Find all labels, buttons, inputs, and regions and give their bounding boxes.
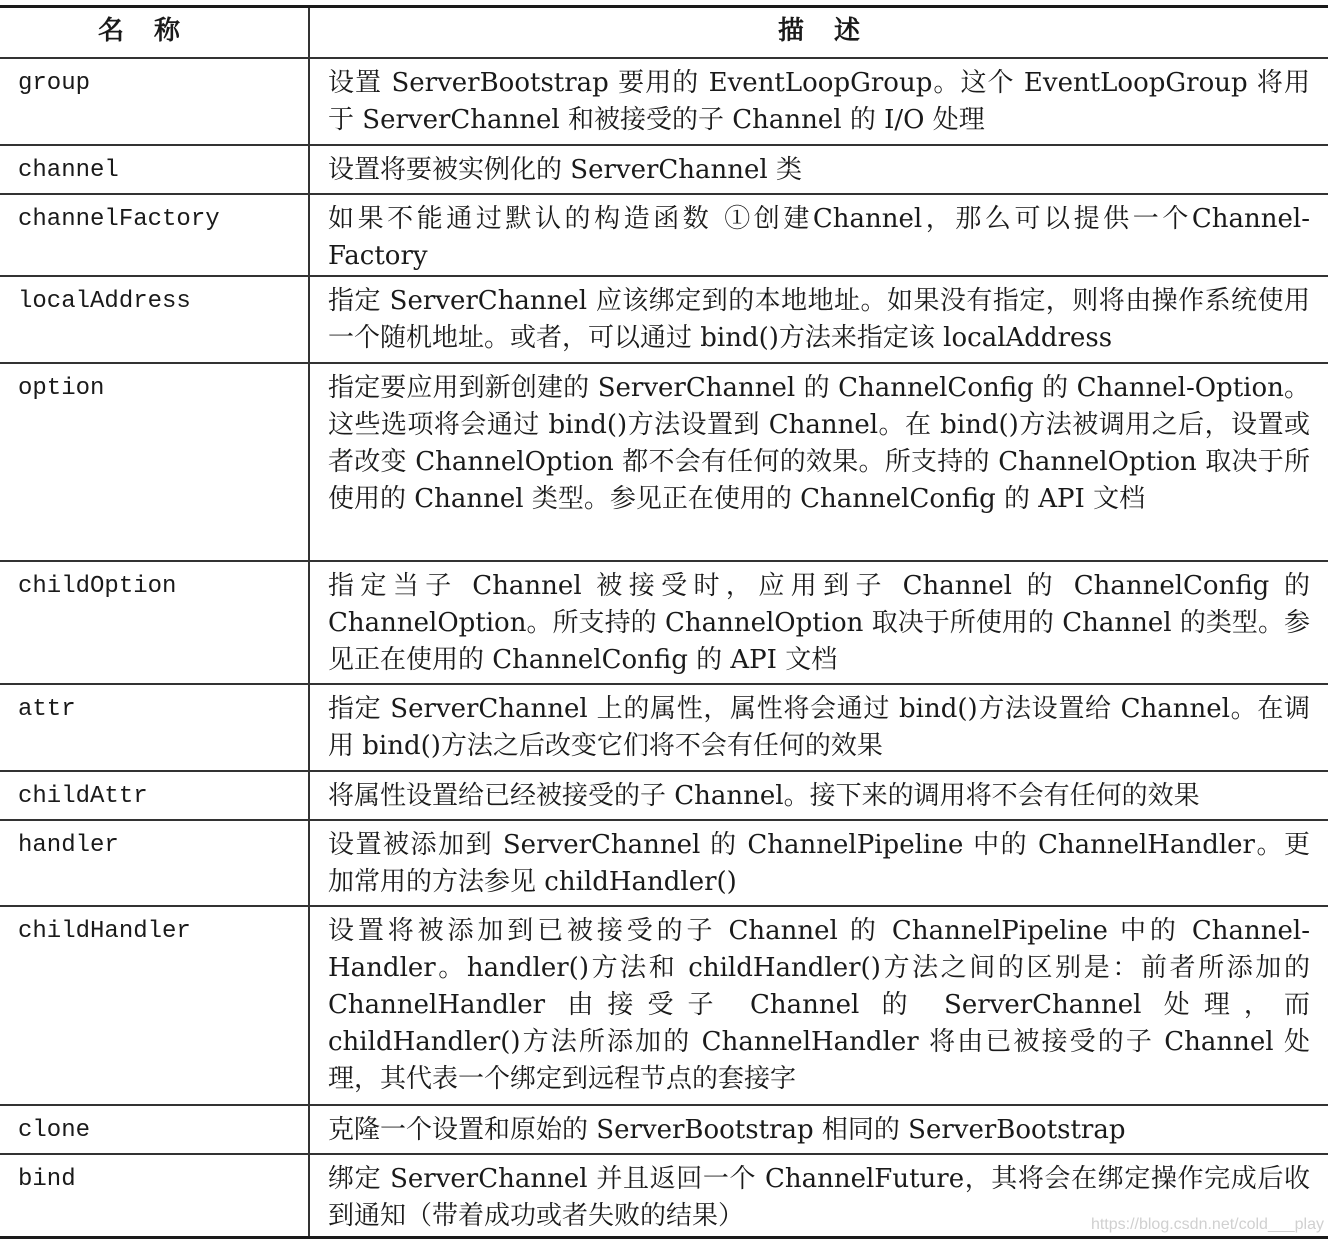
method-description: 克隆一个设置和原始的 ServerBootstrap 相同的 ServerBootstrap: [328, 1115, 1126, 1145]
method-description: 指定要应用到新创建的 ServerChannel 的 ChannelConfig 的 Channel-Option。这些选项将会通过 bind()方法设置到 Channel。在 bind()方法被调用之后，设置或者改变 ChannelOption 都不会有任何的效果。所支持的 ChannelOption 取决于所使用的 Channel 类型。参见正在使用的 ChannelConfig 的 API 文档: [328, 373, 1310, 514]
table-row: [0, 193, 1328, 275]
method-description: 设置将要被实例化的 ServerChannel 类: [328, 155, 802, 185]
header-description: 描述: [777, 16, 890, 46]
table-row: [0, 819, 1328, 905]
table-row: [0, 57, 1328, 144]
method-description: 指定当子 Channel 被接受时，应用到子 Channel 的 ChannelConfig 的 ChannelOption。所支持的 ChannelOption 取决于所使用的 Channel 的类型。参见正在使用的 ChannelConfig 的 API 文档: [328, 571, 1310, 675]
table-row: [0, 683, 1328, 770]
table-row: [0, 362, 1328, 560]
method-description: 如果不能通过默认的构造函数 ①创建Channel，那么可以提供一个Channel-Factory: [328, 204, 1310, 271]
table-body: [0, 57, 1328, 1236]
method-description: 设置 ServerBootstrap 要用的 EventLoopGroup。这个 EventLoopGroup 将用于 ServerChannel 和被接受的子 Channel 的 I/O 处理: [328, 68, 1310, 135]
method-name: childAttr: [0, 772, 310, 819]
method-name: handler: [0, 821, 310, 905]
method-description: 绑定 ServerChannel 并且返回一个 ChannelFuture，其将会在绑定操作完成后收到通知（带着成功或者失败的结果）: [328, 1164, 1310, 1231]
table-row: [0, 770, 1328, 819]
method-description: 指定 ServerChannel 上的属性，属性将会通过 bind()方法设置给 Channel。在调用 bind()方法之后改变它们将不会有任何的效果: [328, 694, 1310, 761]
method-name: clone: [0, 1106, 310, 1153]
table-row: [0, 144, 1328, 193]
method-name: childHandler: [0, 907, 310, 1104]
table-row: [0, 1104, 1328, 1153]
method-description: 将属性设置给已经被接受的子 Channel。接下来的调用将不会有任何的效果: [328, 781, 1200, 811]
watermark: https://blog.csdn.net/cold___play: [1090, 1216, 1324, 1233]
server-bootstrap-api-table: [0, 5, 1328, 1239]
method-description: 指定 ServerChannel 应该绑定到的本地地址。如果没有指定，则将由操作系统使用一个随机地址。或者，可以通过 bind()方法来指定该 localAddress: [328, 286, 1310, 353]
header-name: 名称: [0, 8, 310, 57]
method-name: channel: [0, 146, 310, 193]
table-row: [0, 275, 1328, 362]
method-name: attr: [0, 685, 310, 770]
method-description: 设置将被添加到已被接受的子 Channel 的 ChannelPipeline 中的 Channel-Handler。handler()方法和 childHandler()方法之间的区别是：前者所添加的 ChannelHandler 由接受子 Channel 的 ServerChannel 处理，而 childHandler()方法所添加的 ChannelHandler 将由已被接受的子 Channel 处理，其代表一个绑定到远程节点的套接字: [328, 916, 1310, 1094]
table-header-row: [0, 8, 1328, 57]
method-name: group: [0, 59, 310, 144]
method-description: 设置被添加到 ServerChannel 的 ChannelPipeline 中的 ChannelHandler。更加常用的方法参见 childHandler(): [328, 830, 1310, 897]
table-row: [0, 560, 1328, 683]
method-name: option: [0, 364, 310, 560]
method-name: channelFactory: [0, 195, 310, 275]
method-name: localAddress: [0, 277, 310, 362]
method-name: childOption: [0, 562, 310, 683]
table-row: [0, 905, 1328, 1104]
method-name: bind: [0, 1155, 310, 1236]
